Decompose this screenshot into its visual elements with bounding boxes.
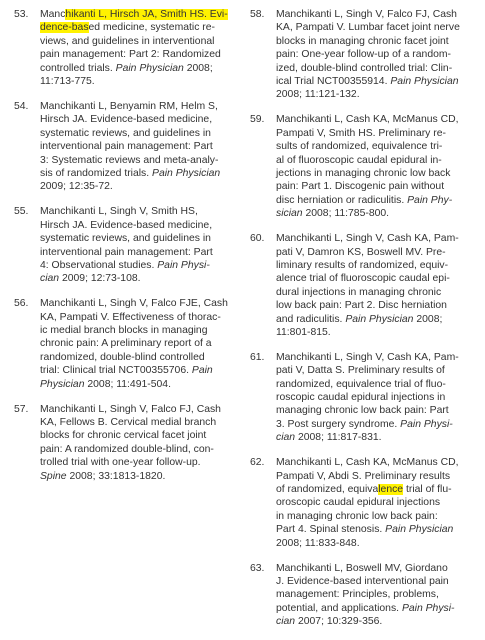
reference-text — [276, 351, 475, 445]
reference-text-run: dural injections in managing chronic — [276, 286, 442, 298]
reference-text-run: of randomized, equiva — [276, 484, 379, 495]
reference-text-run: Manchikanti L, Singh V, Smith HS, — [40, 206, 198, 218]
reference-number: 54. — [14, 100, 29, 112]
reference-text-run: Manchikanti L, Singh V, Falco FJ, Cash — [40, 403, 221, 415]
reference-text — [276, 113, 475, 220]
reference-text-run: Manchikanti L, Cash KA, McManus CD, — [276, 457, 459, 469]
reference-text-run: 3: Systematic reviews and meta-analy- — [40, 154, 219, 166]
reference-text-run: pain: A randomized double-blind, con- — [40, 443, 214, 455]
reference-text-run: Part 4. Spinal stenosis. — [276, 524, 386, 536]
reference-text-run: pain: One-year follow-up of a random- — [276, 49, 451, 61]
reference-text-run: pati V, Datta S. Preliminary results of — [276, 365, 445, 377]
reference-text-run: 4: Observational studies. — [40, 259, 158, 271]
journal-name: Pain — [191, 365, 213, 377]
reference-text-run: interventional pain management: Part — [40, 246, 213, 258]
reference-text-run: oroscopic caudal epidural injections — [276, 497, 441, 509]
reference-text-run: 2008; 11:785-800. — [302, 208, 390, 220]
journal-name: cian — [40, 273, 60, 285]
reference-entry — [250, 8, 475, 102]
reference-text-run: Manchikanti L, Benyamin RM, Helm S, — [40, 100, 218, 112]
reference-text-run: roscopic caudal epidural injections in — [276, 392, 446, 404]
reference-text — [40, 297, 246, 391]
reference-text-run: Manc — [40, 9, 66, 20]
reference-number: 55. — [14, 206, 29, 218]
reference-text-run: KA, Fellows B. Cervical medial branch — [40, 416, 217, 428]
highlighted-text: lence — [378, 484, 404, 495]
reference-text-run: 2008; 33:1813-1820. — [66, 470, 166, 482]
reference-text-run: sults of randomized, equivalence tri- — [276, 141, 443, 153]
reference-text-run: pati V, Damron KS, Boswell MV. Pre- — [276, 246, 446, 258]
reference-text-run: in managing chronic low back pain: — [276, 510, 438, 522]
reference-text — [40, 100, 246, 194]
highlighted-text: hikanti L, Hirsch JA, Smith HS. Evi- — [65, 9, 228, 20]
reference-column-right — [250, 8, 475, 640]
reference-text-run: 2008; — [413, 313, 443, 325]
reference-text-run: chronic pain: A preliminary report of a — [40, 338, 212, 350]
journal-name: Pain Physician — [115, 62, 184, 74]
reference-text-run: systematic reviews, and guidelines in — [40, 233, 211, 245]
reference-entry — [250, 113, 475, 220]
reference-entry — [14, 205, 246, 285]
reference-text-run: Hirsch JA. Evidence-based medicine, — [40, 114, 213, 126]
reference-text-run: KA, Pampati V. Effectiveness of thorac- — [40, 311, 221, 323]
reference-number: 57. — [14, 403, 29, 415]
reference-entry — [14, 100, 246, 194]
reference-text-run: trial of flu- — [403, 484, 452, 495]
reference-text-run: blocks for chronic cervical facet joint — [40, 430, 207, 442]
journal-name: Physician — [40, 378, 85, 390]
reference-number: 61. — [250, 351, 265, 363]
reference-text-run: 3. Post surgery syndrome. — [276, 418, 401, 430]
reference-text-run: low back pain: Part 2. Disc herniation — [276, 300, 447, 312]
reference-text-run: views, and guidelines in interventional — [40, 35, 215, 47]
reference-text-run: ical Trial NCT00355914. — [276, 76, 391, 88]
reference-text-run: Manchikanti L, Singh V, Cash KA, Pam- — [276, 233, 459, 245]
reference-text-run: jections in managing chronic low back — [276, 167, 451, 179]
reference-text-run: Manchikanti L, Singh V, Cash KA, Pam- — [276, 351, 459, 363]
reference-text — [276, 8, 475, 102]
reference-text-run: 2008; 11:491-504. — [84, 378, 171, 390]
reference-text — [276, 562, 475, 629]
reference-text-run: Manchikanti L, Singh V, Falco FJ, Cash — [276, 9, 457, 20]
reference-text-run: Manchikanti L, Singh V, Falco FJE, Cash — [40, 298, 228, 310]
reference-text-run: Hirsch JA. Evidence-based medicine, — [40, 219, 213, 231]
reference-text-run: 2008; — [183, 62, 213, 74]
reference-entry — [250, 456, 475, 550]
reference-text-run: 2008; 11:833-848. — [276, 537, 360, 549]
reference-entry — [14, 8, 246, 88]
reference-text-run: 2009; 12:73-108. — [59, 273, 141, 285]
reference-text-run: ized, double-blind controlled trial: Clin- — [276, 62, 453, 74]
reference-text-run: blocks in managing chronic facet joint — [276, 35, 449, 47]
reference-text-run: Pampati V, Abdi S. Preliminary results — [276, 470, 451, 482]
reference-text-run: alence trial of fluoroscopic caudal epi- — [276, 273, 450, 285]
reference-entry — [14, 403, 246, 483]
reference-text-run: 2007; 10:329-356. — [295, 616, 383, 628]
reference-text-run: 2008; 11:817-831. — [295, 432, 382, 444]
reference-text-run: controlled trials. — [40, 62, 116, 74]
reference-text-run: randomized, equivalence trial of fluo- — [276, 378, 446, 390]
reference-text-run: 2009; 12:35-72. — [40, 181, 113, 193]
journal-name: Pain Physician — [152, 167, 221, 179]
reference-entry — [250, 232, 475, 339]
reference-text-run: 11:713-775. — [40, 76, 95, 88]
highlighted-text: dence-bas — [40, 22, 89, 34]
reference-text-run: and radiculitis. — [276, 313, 346, 325]
reference-text-run: disc herniation or radiculitis. — [276, 194, 408, 206]
reference-entry — [250, 562, 475, 629]
reference-text-run: KA, Pampati V. Lumbar facet joint nerve — [276, 22, 460, 34]
reference-number: 56. — [14, 298, 29, 310]
reference-column-left — [14, 8, 246, 495]
journal-name: Pain Physician — [345, 313, 414, 325]
reference-number: 59. — [250, 114, 265, 126]
reference-text-run: trial: Clinical trial NCT00355706. — [40, 365, 192, 377]
reference-entry — [14, 297, 246, 391]
reference-text — [276, 232, 475, 339]
reference-text-run: potential, and applications. — [276, 602, 402, 614]
reference-number: 58. — [250, 9, 265, 20]
reference-text — [40, 403, 246, 483]
reference-text-run: pain management: Part 2: Randomized — [40, 49, 221, 61]
journal-name: sician — [276, 208, 303, 220]
journal-name: Pain Physi- — [157, 259, 210, 271]
reference-text — [40, 8, 246, 88]
reference-entry — [250, 351, 475, 445]
reference-text-run: managing chronic low back pain: Part — [276, 405, 449, 417]
reference-text-run: randomized, double-blind controlled — [40, 351, 205, 363]
reference-number: 63. — [250, 562, 265, 574]
journal-name: Spine — [40, 470, 67, 482]
journal-name: Pain Physician — [390, 76, 459, 88]
reference-text — [276, 456, 475, 550]
reference-text-run: 11:801-815. — [276, 326, 331, 338]
reference-text-run: J. Evidence-based interventional pain — [276, 575, 449, 587]
reference-number: 60. — [250, 233, 265, 245]
journal-name: Pain Physician — [385, 524, 454, 536]
reference-text-run: Manchikanti L, Boswell MV, Giordano — [276, 562, 448, 574]
reference-text-run: al of fluoroscopic caudal epidural in- — [276, 154, 442, 166]
journal-name: Pain Physi- — [400, 418, 453, 430]
reference-text-run: sis of randomized trials. — [40, 167, 153, 179]
reference-text-run: Manchikanti L, Cash KA, McManus CD, — [276, 114, 459, 126]
journal-name: Pain Phy- — [407, 194, 453, 206]
reference-text-run: pain: Part 1. Discogenic pain without — [276, 181, 445, 193]
journal-name: Pain Physi- — [401, 602, 455, 614]
reference-text-run: interventional pain management: Part — [40, 141, 213, 153]
reference-text-run: liminary results of randomized, equiv- — [276, 259, 449, 271]
reference-text — [40, 205, 246, 285]
journal-name: cian — [276, 616, 296, 628]
reference-text-run: systematic reviews, and guidelines in — [40, 127, 211, 139]
reference-text-run: Pampati V, Smith HS. Preliminary re- — [276, 127, 446, 139]
reference-text-run: 2008; 11:121-132. — [276, 89, 360, 101]
reference-number: 62. — [250, 457, 265, 469]
reference-text-run: ic medial branch blocks in managing — [40, 325, 208, 337]
journal-name: cian — [276, 432, 296, 444]
reference-text-run: ed medicine, systematic re- — [88, 22, 215, 34]
reference-text-run: management: Principles, problems, — [276, 589, 439, 601]
reference-text-run: trolled trial with one-year follow-up. — [40, 457, 201, 469]
reference-number: 53. — [14, 9, 29, 20]
